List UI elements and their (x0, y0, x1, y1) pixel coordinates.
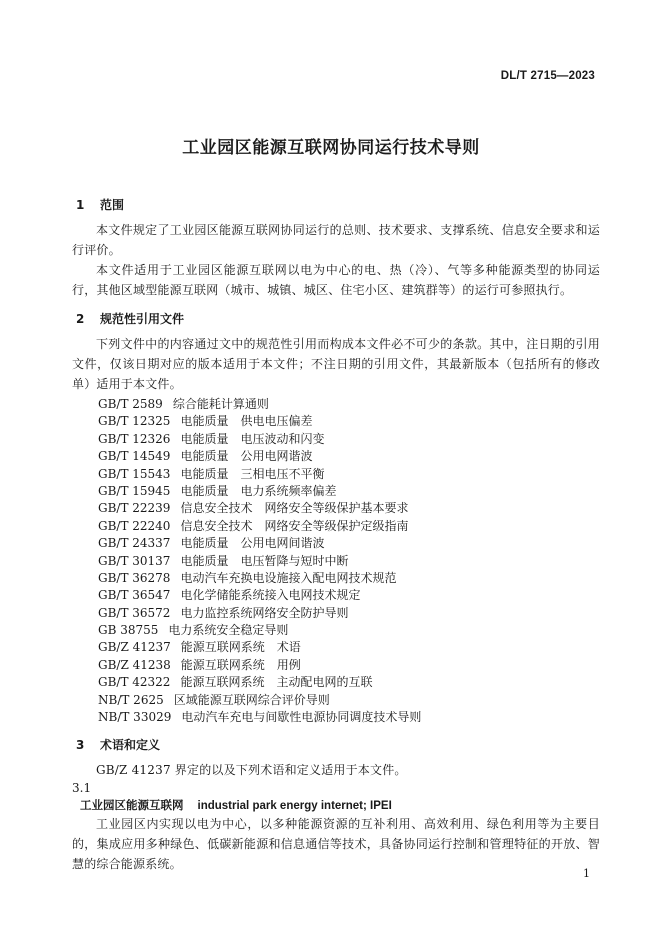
term-definition: 工业园区内实现以电为中心，以多种能源资源的互补利用、高效利用、绿色利用等为主要目的，集成应用多种绿色、低碳新能源和信息通信等技术，具备协同运行控制和管理特征的开放、智慧的综合能源系统。 (72, 817, 600, 872)
reference-item (72, 622, 600, 639)
document-title: 工业园区能源互联网协同运行技术导则 (182, 138, 480, 158)
reference-item (72, 535, 600, 552)
section-title: 规范性引用文件 (100, 312, 185, 326)
reference-title: 能源互联网系统 主动配电网的互联 (180, 675, 373, 690)
reference-code: GB/T 15945 (98, 483, 171, 498)
reference-title: 电动汽车充电与间歇性电源协同调度技术导则 (181, 710, 422, 725)
reference-item (72, 518, 600, 535)
terms-intro: GB/Z 41237 界定的以及下列术语和定义适用于本文件。 (96, 763, 407, 778)
reference-code: GB/T 2589 (98, 397, 163, 411)
reference-item (72, 709, 600, 726)
reference-code: GB/T 12326 (98, 431, 171, 446)
reference-code: GB/T 24337 (98, 536, 171, 551)
reference-title: 能源互联网系统 用例 (180, 657, 301, 672)
reference-item (72, 500, 600, 517)
reference-code: GB/T 14549 (98, 449, 171, 464)
term-chinese: 工业园区能源互联网 (80, 798, 184, 813)
section-heading-scope (72, 196, 600, 214)
reference-code: GB/T 36572 (98, 605, 171, 620)
reference-item (72, 657, 600, 674)
reference-title: 电能质量 供电电压偏差 (180, 414, 313, 429)
reference-item (72, 692, 600, 709)
reference-title: 电能质量 电力系统频率偏差 (180, 483, 337, 498)
section-title: 范围 (100, 198, 125, 212)
reference-title: 能源互联网系统 术语 (180, 640, 301, 655)
page-number: 1 (583, 867, 590, 880)
document-body (72, 196, 600, 874)
reference-item (72, 431, 600, 448)
scope-paragraph-1: 本文件规定了工业园区能源互联网协同运行的总则、技术要求、支撑系统、信息安全要求和运行评价。 (72, 223, 600, 257)
section-number: 2 (76, 312, 85, 326)
reference-code: GB/T 42322 (98, 675, 171, 690)
reference-title: 电力监控系统网络安全防护导则 (180, 605, 349, 620)
reference-code: GB/T 36547 (98, 588, 171, 603)
reference-item (72, 639, 600, 656)
section-heading-terms (72, 736, 600, 754)
reference-code: GB/T 30137 (98, 553, 171, 568)
reference-list (72, 396, 600, 726)
normative-refs-intro: 下列文件中的内容通过文中的规范性引用而构成本文件必不可少的条款。其中，注日期的引用文件，仅该日期对应的版本适用于本文件；不注日期的引用文件，其最新版本（包括所有的修改单）适用于本文件。 (72, 337, 600, 391)
section-number: 3 (76, 738, 85, 753)
reference-item (72, 448, 600, 465)
term-number: 3.1 (72, 781, 92, 796)
scope-paragraph-2: 本文件适用于工业园区能源互联网以电为中心的电、热（冷）、气等多种能源类型的协同运行，其他区域型能源互联网（城市、城镇、城区、住宅小区、建筑群等）的运行可参照执行。 (72, 263, 600, 297)
reference-item (72, 553, 600, 570)
reference-code: GB/T 36278 (98, 570, 171, 585)
reference-item (72, 674, 600, 691)
reference-code: NB/T 2625 (98, 692, 164, 707)
reference-code: GB/Z 41238 (98, 657, 171, 672)
reference-item (72, 396, 600, 413)
reference-code: NB/T 33029 (98, 710, 172, 725)
reference-title: 电能质量 电压暂降与短时中断 (180, 553, 349, 568)
reference-title: 电能质量 三相电压不平衡 (180, 466, 325, 481)
reference-title: 电化学储能系统接入电网技术规定 (180, 588, 361, 603)
reference-title: 电力系统安全稳定导则 (168, 623, 289, 638)
reference-title: 电能质量 公用电网谐波 (180, 449, 313, 464)
reference-title: 信息安全技术 网络安全等级保护定级指南 (180, 518, 409, 533)
reference-title: 电能质量 公用电网间谐波 (180, 536, 325, 551)
reference-title: 电动汽车充换电设施接入配电网技术规范 (180, 570, 397, 585)
reference-code: GB/T 12325 (98, 414, 171, 429)
reference-code: GB/T 22240 (98, 518, 171, 533)
reference-code: GB/T 15543 (98, 466, 171, 481)
reference-item (72, 570, 600, 587)
reference-title: 电能质量 电压波动和闪变 (180, 431, 325, 446)
reference-item (72, 483, 600, 500)
term-english: industrial park energy internet; IPEI (197, 800, 392, 813)
term-heading (72, 796, 600, 814)
reference-code: GB/T 22239 (98, 501, 171, 516)
section-number: 1 (76, 198, 85, 212)
reference-item (72, 605, 600, 622)
reference-item (72, 413, 600, 430)
reference-item (72, 466, 600, 483)
section-title: 术语和定义 (100, 738, 161, 753)
reference-code: GB/Z 41237 (98, 640, 171, 655)
section-heading-normative-refs (72, 310, 600, 328)
reference-title: 信息安全技术 网络安全等级保护基本要求 (180, 501, 409, 516)
reference-code: GB 38755 (98, 623, 159, 638)
reference-title: 区域能源互联网综合评价导则 (173, 692, 330, 707)
standard-code: DL/T 2715—2023 (500, 70, 595, 82)
reference-item (72, 587, 600, 604)
reference-title: 综合能耗计算通则 (172, 397, 269, 411)
